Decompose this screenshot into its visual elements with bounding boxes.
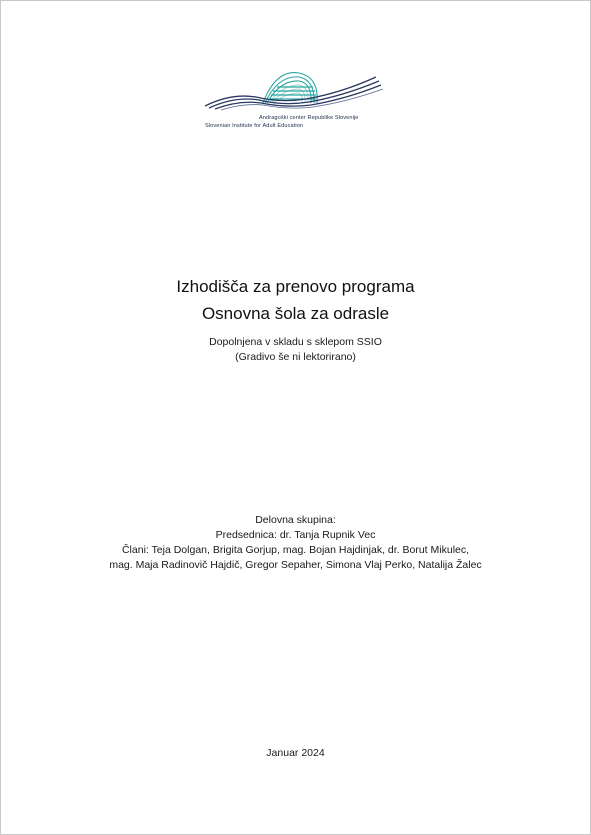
document-title: Izhodišča za prenovo programa	[176, 277, 415, 296]
working-group-section	[1, 513, 590, 573]
acs-logo	[201, 63, 386, 143]
document-note: (Gradivo še ni lektorirano)	[235, 351, 356, 363]
working-group-heading: Delovna skupina:	[255, 514, 336, 526]
working-group-members-line2: mag. Maja Radinovič Hajdič, Gregor Sepaher, Simona Vlaj Perko, Natalija Žalec	[109, 559, 482, 571]
logo-text-english: Slovenian Institute for Adult Education	[205, 123, 304, 129]
document-subtitle: Dopolnjena v skladu s sklepom SSIO	[209, 336, 382, 348]
wave-logo-icon	[201, 63, 386, 123]
logo-text-slovenian: Andragoški center Republike Slovenije	[259, 115, 359, 121]
working-group-chair: Predsednica: dr. Tanja Rupnik Vec	[215, 529, 376, 541]
document-program-name: Osnovna šola za odrasle	[201, 304, 390, 323]
document-date: Januar 2024	[266, 747, 325, 759]
working-group-members-line1: Člani: Teja Dolgan, Brigita Gorjup, mag. Bojan Hajdinjak, dr. Borut Mikulec,	[121, 544, 470, 556]
